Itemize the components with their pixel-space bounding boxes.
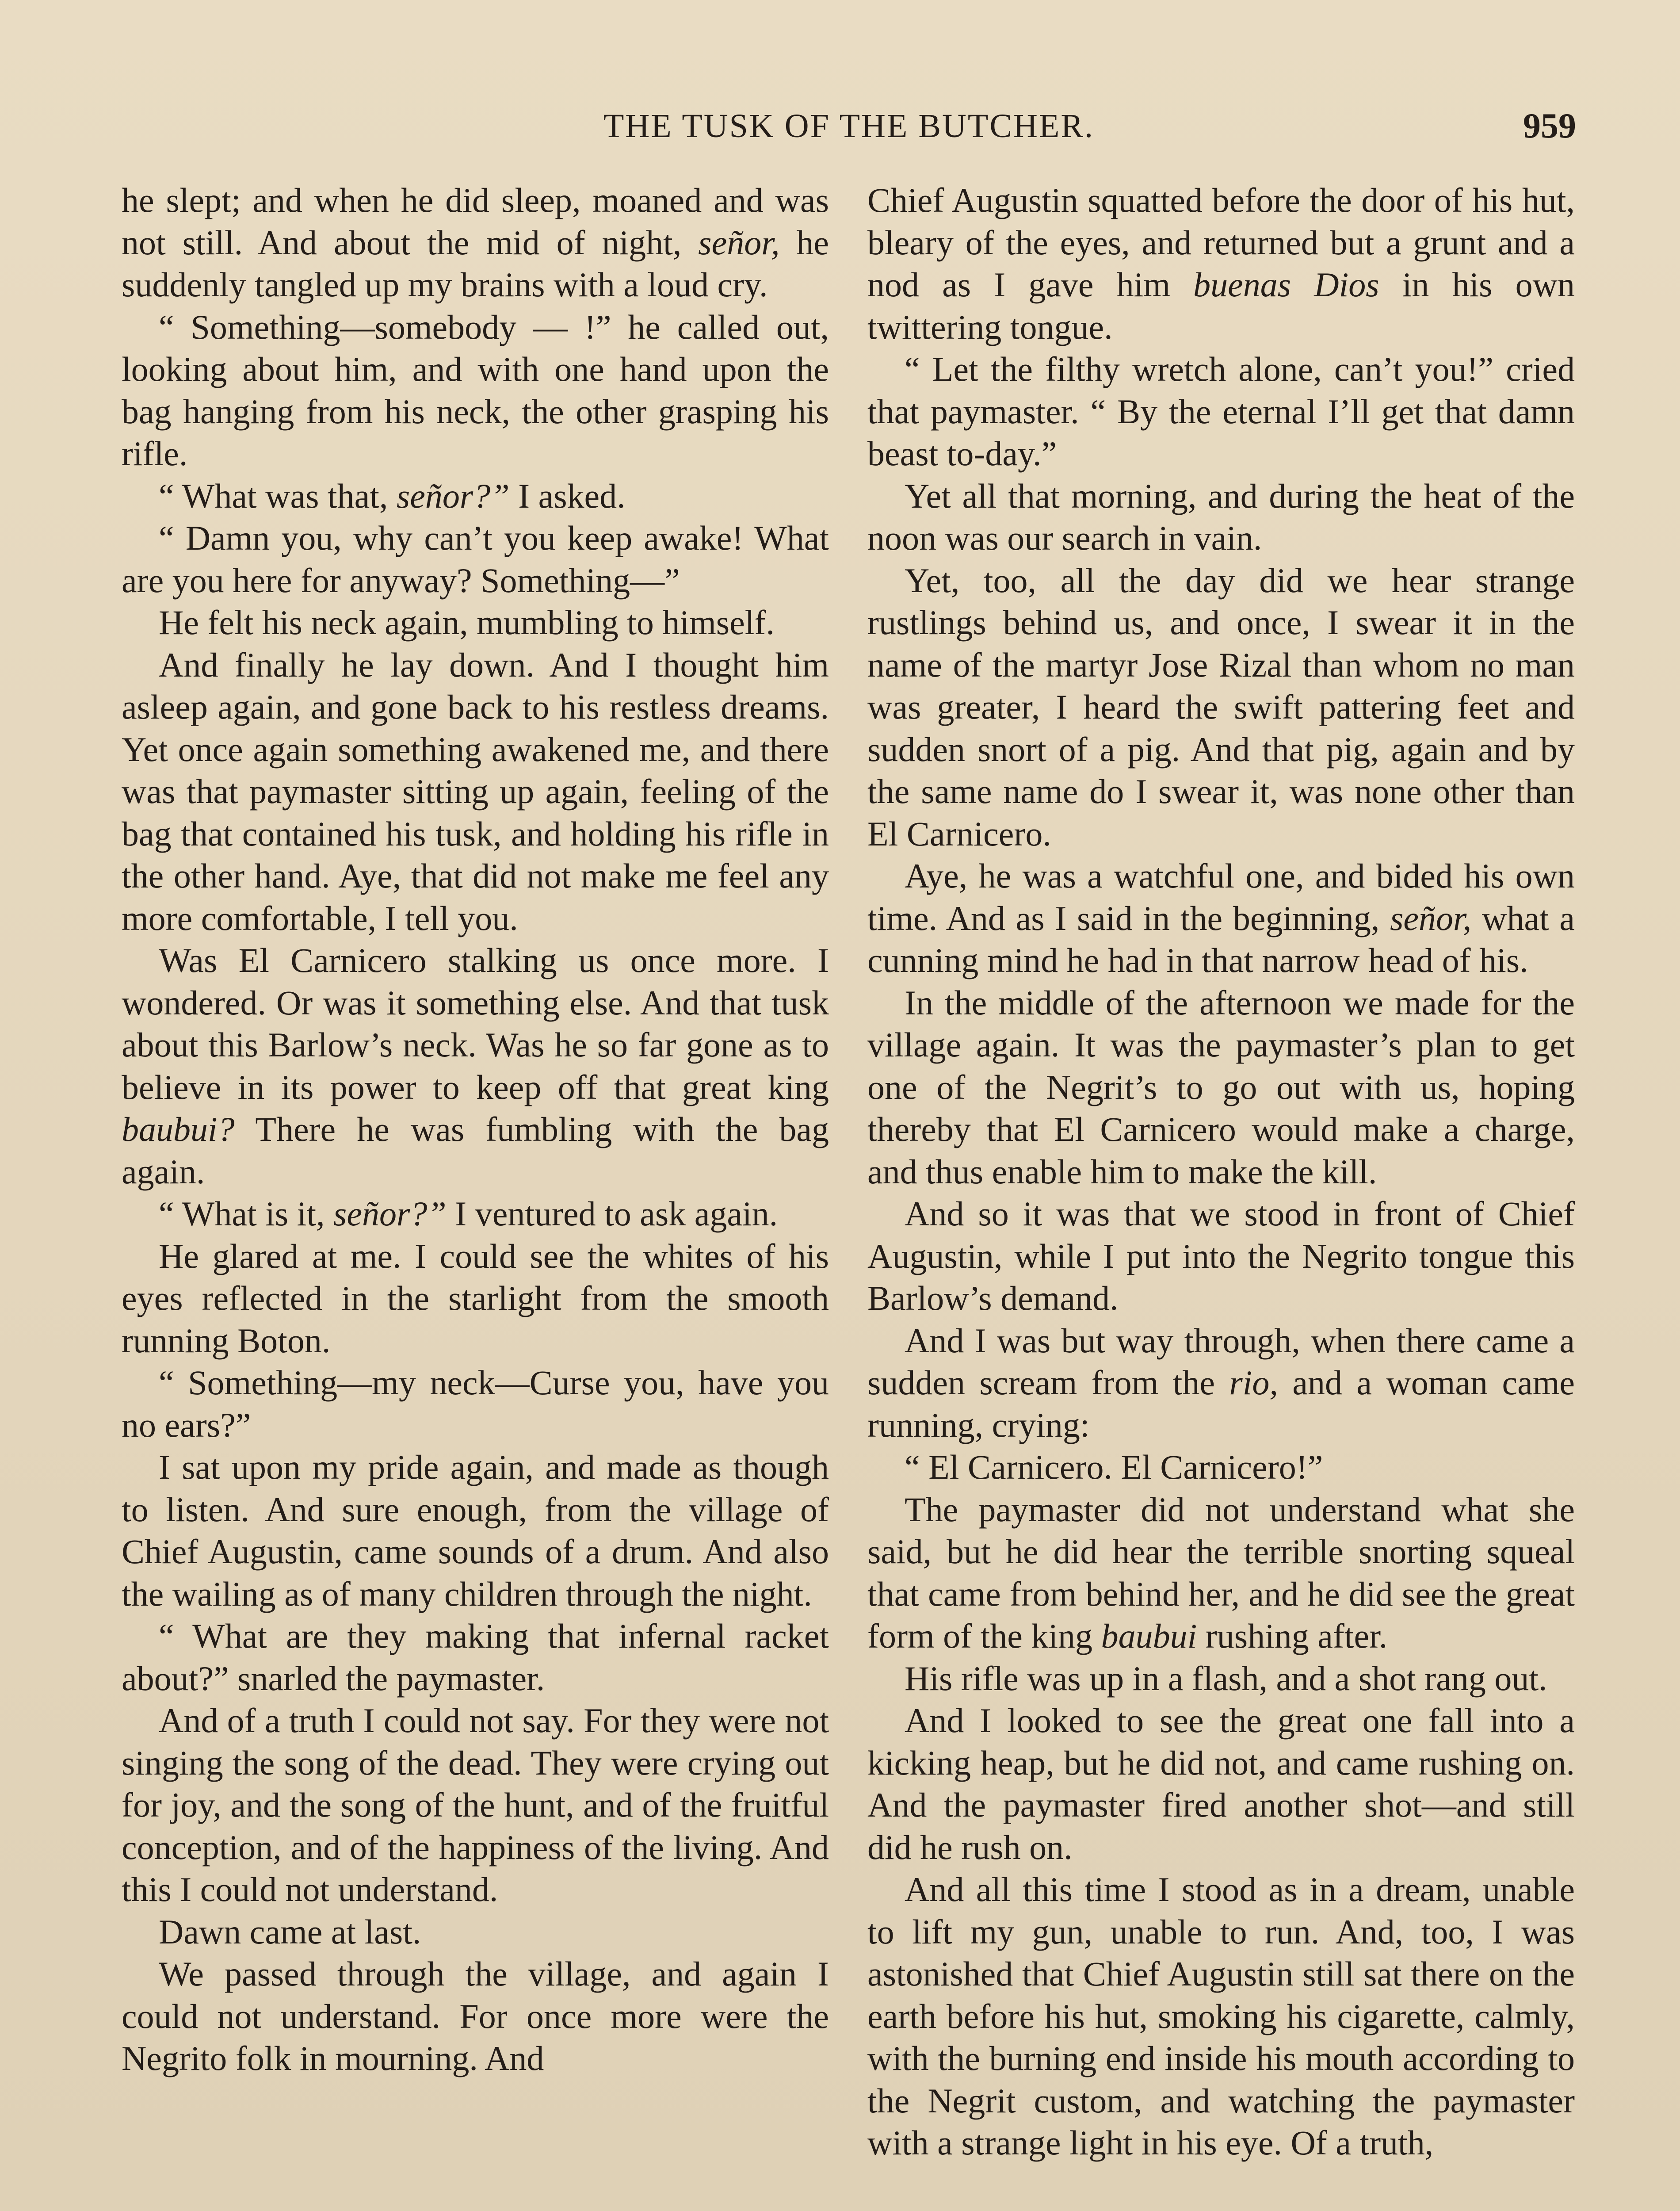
paragraph: And finally he lay down. And I thought him asleep again, and gone back to his restless dreams. Yet once again something awakened me, and there was that paymaster sitting up again, feeling of the bag that contained his tusk, and holding his rifle in the other hand. Aye, that did not make me feel any more comfortable, I tell you.	[122, 645, 829, 937]
italic-word: baubui?	[122, 1110, 235, 1148]
paragraph: And all this time I stood as in a dream, unable to lift my gun, unable to run. And, too, I was astonished that Chief Augustin still sat there on the earth before his hut, smoking his cigarette, calmly, with the burning end inside his mouth according to the Negrit custom, and watching the paymaster with a strange light in his eye. Of a truth,	[867, 1870, 1575, 2162]
paragraph: “ What was that, señor?” I asked.	[159, 476, 626, 515]
italic-word: señor,	[1390, 899, 1472, 937]
paragraph: And I looked to see the great one fall into a kicking heap, but he did not, and came rushing on. And the paymaster fired another shot—and still did he rush on.	[867, 1701, 1575, 1867]
paragraph: “ Something—somebody — !” he called out, looking about him, and with one hand upon the bag hanging from his neck, the other grasping his rifle.	[122, 307, 829, 473]
paragraph: Aye, he was a watchful one, and bided his own time. And as I said in the beginning, señor, what a cunning mind he had in that narrow head of his.	[867, 857, 1575, 979]
italic-word: baubui	[1101, 1617, 1197, 1655]
paragraph: “ What are they making that infernal racket about?” snarled the paymaster.	[122, 1617, 829, 1698]
paragraph: “ Let the filthy wretch alone, can’t you!” cried that paymaster. “ By the eternal I’ll get that damn beast to-day.”	[867, 350, 1575, 473]
paragraph: I sat upon my pride again, and made as though to listen. And sure enough, from the village of Chief Augustin, came sounds of a drum. And also the wailing as of many children through the night.	[122, 1448, 829, 1613]
paragraph: His rifle was up in a flash, and a shot rang out.	[905, 1659, 1547, 1698]
italic-word: rio,	[1229, 1363, 1278, 1402]
left-text-column	[122, 179, 829, 2211]
paragraph: he slept; and when he did sleep, moaned and was not still. And about the mid of night, señor, he suddenly tangled up my brains with a loud cry.	[122, 181, 829, 304]
running-title: THE TUSK OF THE BUTCHER.	[603, 107, 1095, 145]
italic-word: señor?”	[396, 476, 510, 515]
paragraph: Chief Augustin squatted before the door of his hut, bleary of the eyes, and returned but a grunt and a nod as I gave him buenas Dios in his own twittering tongue.	[867, 181, 1575, 346]
paragraph: “ What is it, señor?” I ventured to ask again.	[159, 1194, 778, 1233]
paragraph: Was El Carnicero stalking us once more. I wondered. Or was it something else. And that tusk about this Barlow’s neck. Was he so far gone as to believe in its power to keep off that great king baubui? There he was fumbling with the bag again.	[122, 941, 829, 1191]
paragraph: He felt his neck again, mumbling to himself.	[159, 603, 775, 642]
paragraph: And I was but way through, when there came a sudden scream from the rio, and a woman came running, crying:	[867, 1321, 1575, 1444]
paragraph: In the middle of the afternoon we made for the village again. It was the paymaster’s plan to get one of the Negrit’s to go out with us, hoping thereby that El Carnicero would make a charge, and thus enable him to make the kill.	[867, 983, 1575, 1191]
paragraph: “ El Carnicero. El Carnicero!”	[905, 1448, 1323, 1486]
paragraph: Dawn came at last.	[159, 1912, 421, 1951]
paragraph: “ Damn you, why can’t you keep awake! What are you here for anyway? Something—”	[122, 519, 829, 600]
right-text-column	[867, 179, 1575, 2211]
italic-word: señor,	[698, 223, 780, 262]
paragraph: The paymaster did not understand what she said, but he did hear the terrible snorting squeal that came from behind her, and he did see the great form of the king baubui rushing after.	[867, 1490, 1575, 1655]
paragraph: “ Something—my neck—Curse you, have you no ears?”	[122, 1363, 829, 1444]
paragraph: And so it was that we stood in front of Chief Augustin, while I put into the Negrito tongue this Barlow’s demand.	[867, 1194, 1575, 1317]
page-header	[122, 99, 1576, 153]
paragraph: We passed through the village, and again I could not understand. For once more were the Negrito folk in mourning. And	[122, 1955, 829, 2077]
paragraph: He glared at me. I could see the whites of his eyes reflected in the starlight from the smooth running Boton.	[122, 1236, 829, 1360]
page-number: 959	[1523, 107, 1576, 145]
paragraph: And of a truth I could not say. For they were not singing the song of the dead. They were crying out for joy, and the song of the hunt, and of the fruitful conception, and of the happiness of the living. And this I could not understand.	[122, 1701, 829, 1909]
paragraph: Yet, too, all the day did we hear strange rustlings behind us, and once, I swear it in the name of the martyr Jose Rizal than whom no man was greater, I heard the swift pattering feet and sudden snort of a pig. And that pig, again and by the same name do I swear it, was none other than El Carnicero.	[867, 561, 1575, 853]
italic-word: señor?”	[333, 1194, 447, 1233]
italic-word: buenas Dios	[1193, 265, 1379, 304]
paragraph: Yet all that morning, and during the heat of the noon was our search in vain.	[867, 476, 1575, 557]
